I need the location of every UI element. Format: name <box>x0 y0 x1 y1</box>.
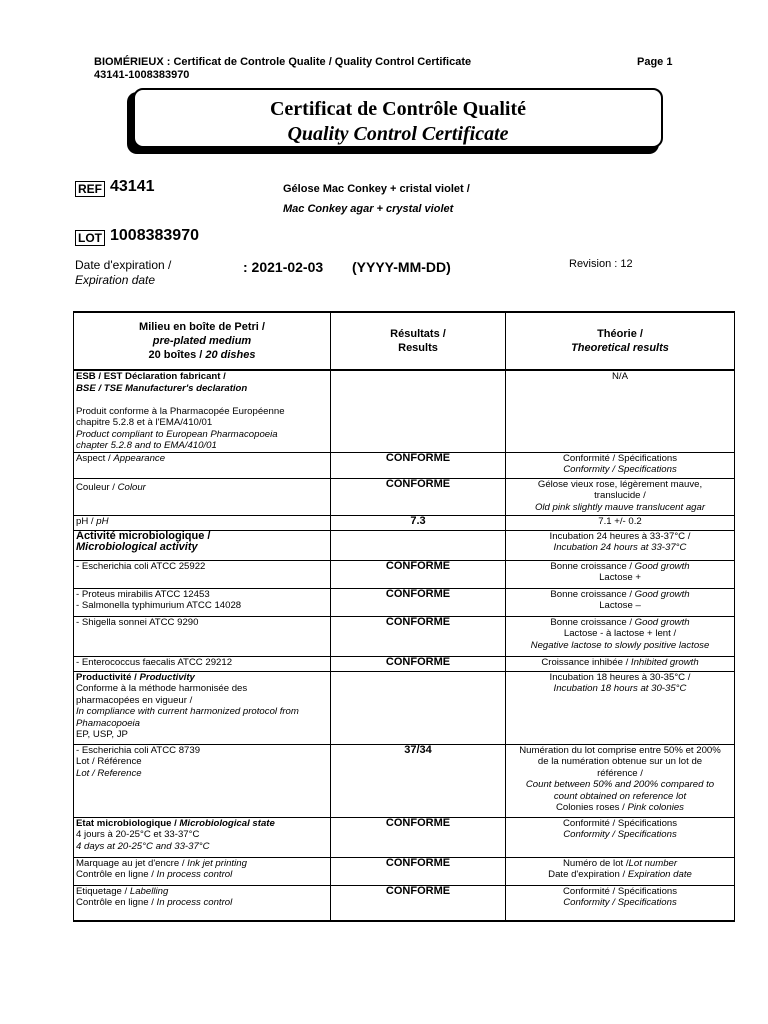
title-fr: Certificat de Contrôle Qualité <box>269 98 527 120</box>
table-row: - Escherichia coli ATCC 25922 CONFORME Bonne croissance / Good growth Lactose + <box>74 560 735 588</box>
column-header-medium: Milieu en boîte de Petri / pre-plated medium 20 boîtes / 20 dishes <box>74 312 331 370</box>
column-header-results: Résultats / Results <box>331 312 506 370</box>
table-row: - Escherichia coli ATCC 8739 Lot / Référence Lot / Reference 37/34 Numération du lot comprise entre 50% et 200% de la numération obtenue sur un lot de référence / Count between 50% and 200% compared to count obtained on reference lot Colonies roses / Pink colonies <box>74 744 735 817</box>
expiration-value: : 2021-02-03 <box>243 259 324 275</box>
table-row: Marquage au jet d'encre / Ink jet printing Contrôle en ligne / In process control CONFORME Numéro de lot /Lot number Date d'expiration / Expiration date <box>74 857 735 885</box>
table-row: Activité microbiologique / Microbiological activity Incubation 24 heures à 33-37°C / Incubation 24 hours at 33-37°C <box>74 530 735 560</box>
expiration-label-fr: Date d'expiration / <box>75 258 172 272</box>
lot-symbol: LOT <box>75 230 105 246</box>
ref-symbol: REF <box>75 181 105 197</box>
table-row: Couleur / Colour CONFORME Gélose vieux rose, légèrement mauve, translucide / Old pink slightly mauve translucent agar <box>74 478 735 515</box>
revision: Revision : 12 <box>569 258 633 270</box>
table-row: Etiquetage / Labelling Contrôle en ligne / In process control CONFORME Conformité / Spécifications Conformity / Specifications <box>74 885 735 921</box>
table-row: - Enterococcus faecalis ATCC 29212 CONFORME Croissance inhibée / Inhibited growth <box>74 656 735 671</box>
product-name-fr: Gélose Mac Conkey + cristal violet / <box>283 183 470 195</box>
table-row: pH / pH 7.3 7.1 +/- 0.2 <box>74 515 735 530</box>
table-row: ESB / EST Déclaration fabricant / BSE / TSE Manufacturer's declaration Produit conforme à la Pharmacopée Européenne chapitre 5.2.8 et à l'EMA/410/01 Product compliant to European Pharmacopoeia chapter 5.2.8 and to EMA/410/01 N/A <box>74 370 735 452</box>
column-header-theory: Théorie / Theoretical results <box>506 312 735 370</box>
ref-number: 43141 <box>110 178 155 195</box>
expiration-format: (YYYY-MM-DD) <box>352 259 451 275</box>
title-box <box>127 88 667 156</box>
table-row: Etat microbiologique / Microbiological state 4 jours à 20-25°C et 33-37°C 4 days at 20-25°C and 33-37°C CONFORME Conformité / Spécifications Conformity / Specifications <box>74 817 735 857</box>
header-doc-id: 43141-1008383970 <box>94 69 190 81</box>
table-row: Productivité / Productivity Conforme à la méthode harmonisée des pharmacopées en vigueur / In compliance with current harmonized protocol from Phamacopoeia EP, USP, JP Incubation 18 heures à 30-35°C / Incubation 18 hours at 30-35°C <box>74 671 735 744</box>
header-company-line: BIOMÉRIEUX : Certificat de Controle Qualite / Quality Control Certificate <box>94 56 472 68</box>
table-header-row <box>74 312 735 370</box>
table-row: - Proteus mirabilis ATCC 12453 - Salmonella typhimurium ATCC 14028 CONFORME Bonne croissance / Good growth Lactose – <box>74 588 735 616</box>
expiration-label-en: Expiration date <box>75 273 156 287</box>
title-en: Quality Control Certificate <box>287 123 509 145</box>
header-page: Page 1 <box>637 56 673 68</box>
qc-results-table <box>73 311 735 922</box>
product-name-en: Mac Conkey agar + crystal violet <box>283 203 454 215</box>
table-row: Aspect / Appearance CONFORME Conformité / Spécifications Conformity / Specifications <box>74 452 735 478</box>
table-row: - Shigella sonnei ATCC 9290 CONFORME Bonne croissance / Good growth Lactose - à lactose + lent / Negative lactose to slowly positive lactose <box>74 616 735 656</box>
lot-number: 1008383970 <box>110 227 199 244</box>
